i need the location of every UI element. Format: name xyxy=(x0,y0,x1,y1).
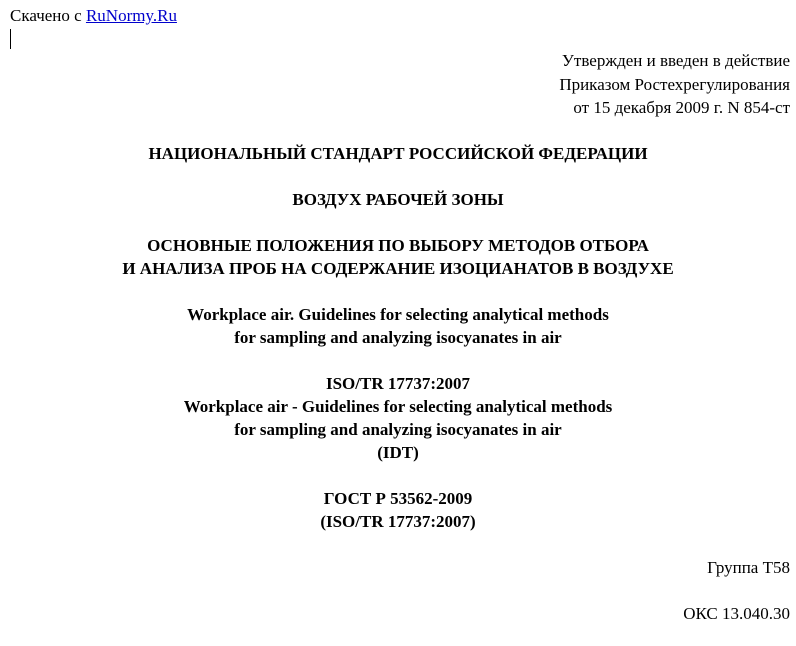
document-subject: ВОЗДУХ РАБОЧЕЙ ЗОНЫ xyxy=(292,190,504,209)
iso-title-line-1: Workplace air - Guidelines for selecting analytical methods xyxy=(183,397,613,416)
title-ru-line-2: И АНАЛИЗА ПРОБ НА СОДЕРЖАНИЕ ИЗОЦИАНАТОВ В ВОЗДУХЕ xyxy=(122,259,674,278)
source-prefix: Скачено с xyxy=(10,6,86,25)
gost-equiv: (ISO/TR 17737:2007) xyxy=(320,512,476,531)
group-code: Группа Т58 xyxy=(707,558,790,577)
title-en-line-2: for sampling and analyzing isocyanates in air xyxy=(234,328,562,347)
iso-code: ISO/TR 17737:2007 xyxy=(325,374,471,393)
approval-line-1: Утвержден и введен в действие xyxy=(561,51,790,70)
iso-title-line-2: for sampling and analyzing isocyanates in air xyxy=(234,420,562,439)
source-note xyxy=(10,5,177,27)
approval-line-3: от 15 декабря 2009 г. N 854-ст xyxy=(573,98,790,117)
title-ru-line-1: ОСНОВНЫЕ ПОЛОЖЕНИЯ ПО ВЫБОРУ МЕТОДОВ ОТБОРА xyxy=(147,236,649,255)
approval-line-2: Приказом Ростехрегулирования xyxy=(559,75,790,94)
iso-degree: (IDT) xyxy=(377,443,419,462)
gost-code: ГОСТ Р 53562-2009 xyxy=(323,489,473,508)
oks-code: ОКС 13.040.30 xyxy=(683,604,790,623)
document-heading: НАЦИОНАЛЬНЫЙ СТАНДАРТ РОССИЙСКОЙ ФЕДЕРАЦИИ xyxy=(148,144,648,163)
text-cursor xyxy=(10,29,11,49)
title-en-line-1: Workplace air. Guidelines for selecting analytical methods xyxy=(187,305,609,324)
source-link[interactable]: RuNormy.Ru xyxy=(85,6,177,25)
